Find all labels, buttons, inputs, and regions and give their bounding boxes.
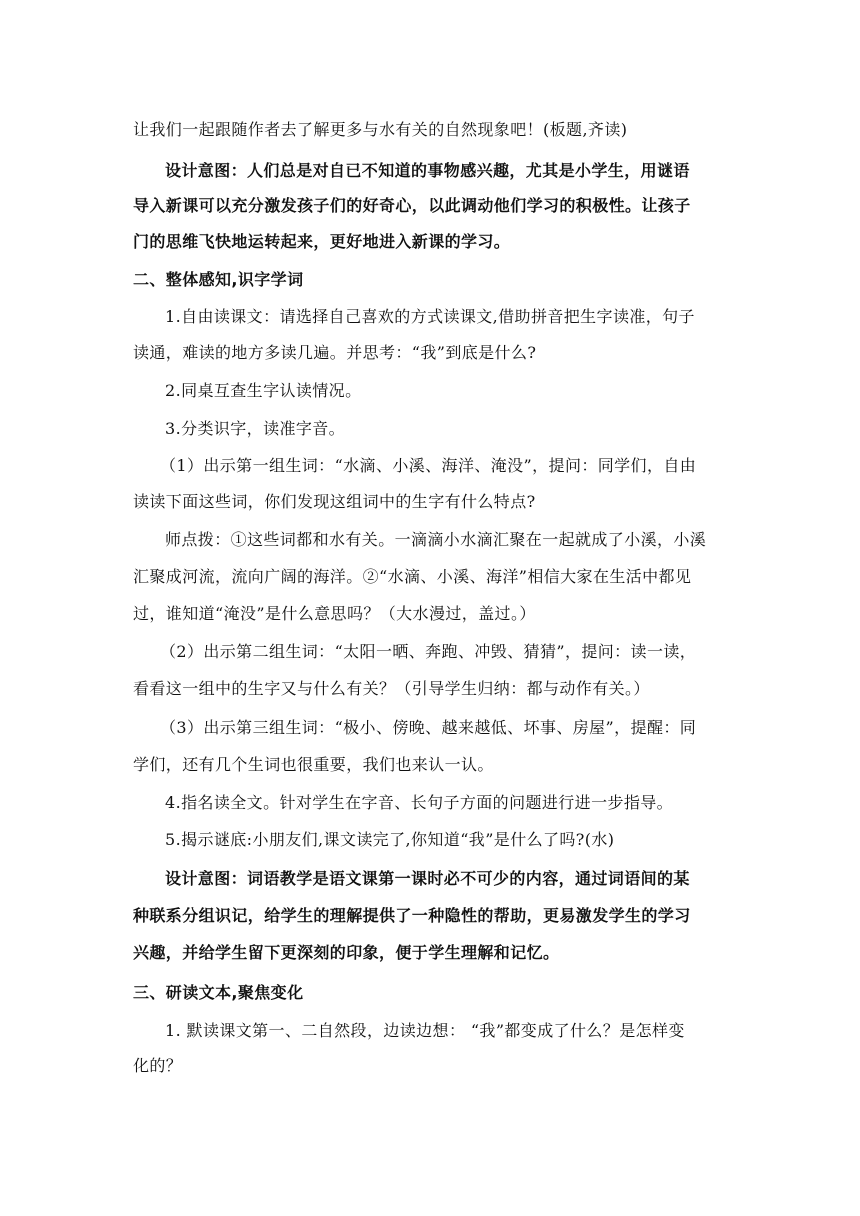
- section-heading: 三、研读文本,聚焦变化: [133, 983, 304, 1002]
- text-line: 读通，难读的地方多读几遍。并思考：“我”到底是什么?: [133, 343, 537, 362]
- text-line: 学们，还有几个生词也很重要，我们也来认一认。: [133, 755, 494, 774]
- design-intent-paragraph: 设计意图：词语教学是语文课第一课时必不可少的内容，通过词语间的某: [165, 869, 690, 888]
- section-heading: 二、整体感知,识字学词: [133, 270, 304, 289]
- text-line: 1. 默读课文第一、二自然段，边读边想： “我”都变成了什么？是怎样变: [165, 1021, 685, 1040]
- design-intent-paragraph: 导入新课可以充分激发孩子们的好奇心，以此调动他们学习的积极性。让孩子: [133, 196, 691, 215]
- text-line: 5.揭示谜底:小朋友们,课文读完了,你知道“我”是什么了吗?(水): [165, 830, 615, 849]
- text-line: 汇聚成河流，流向广阔的海洋。②“水滴、小溪、海洋”相信大家在生活中都见: [133, 567, 692, 586]
- text-line: （2）出示第二组生词：“太阳一晒、奔跑、冲毁、猜猜”，提问：读一读，: [160, 642, 697, 661]
- text-line: 让我们一起跟随作者去了解更多与水有关的自然现象吧！(板题,齐读): [133, 120, 628, 139]
- text-line: （3）出示第三组生词：“极小、傍晚、越来越低、坏事、房屋”，提醒：同: [160, 718, 697, 737]
- text-line: 化的？: [133, 1056, 183, 1075]
- text-line: 过，谁知道“淹没”是什么意思吗？（大水漫过，盖过。）: [133, 604, 536, 623]
- design-intent-paragraph: 兴趣，并给学生留下更深刻的印象，便于学生理解和记忆。: [133, 943, 560, 962]
- design-intent-paragraph: 设计意图：人们总是对自已不知道的事物感兴趣，尤其是小学生，用谜语: [165, 161, 690, 180]
- text-line: 3.分类识字，读准字音。: [165, 419, 346, 438]
- text-line: 4.指名读全文。针对学生在字音、长句子方面的问题进行进一步指导。: [165, 793, 674, 812]
- text-line: 2.同桌互查生字认读情况。: [165, 381, 362, 400]
- text-line: 看看这一组中的生字又与什么有关？（引导学生归纳：都与动作有关。）: [133, 679, 650, 698]
- text-line: （1）出示第一组生词：“水滴、小溪、海洋、淹没”，提问：同学们，自由: [160, 456, 697, 475]
- design-intent-paragraph: 种联系分组识记，给学生的理解提供了一种隐性的帮助，更易激发学生的学习: [133, 906, 691, 925]
- text-line: 师点拨：①这些词都和水有关。一滴滴小水滴汇聚在一起就成了小溪，小溪: [165, 530, 707, 549]
- text-line: 读读下面这些词，你们发现这组词中的生字有什么特点?: [133, 492, 536, 511]
- text-line: 1.自由读课文：请选择自己喜欢的方式读课文,借助拼音把生字读准，句子: [165, 307, 695, 326]
- design-intent-paragraph: 门的思维飞快地运转起来，更好地进入新课的学习。: [133, 232, 511, 251]
